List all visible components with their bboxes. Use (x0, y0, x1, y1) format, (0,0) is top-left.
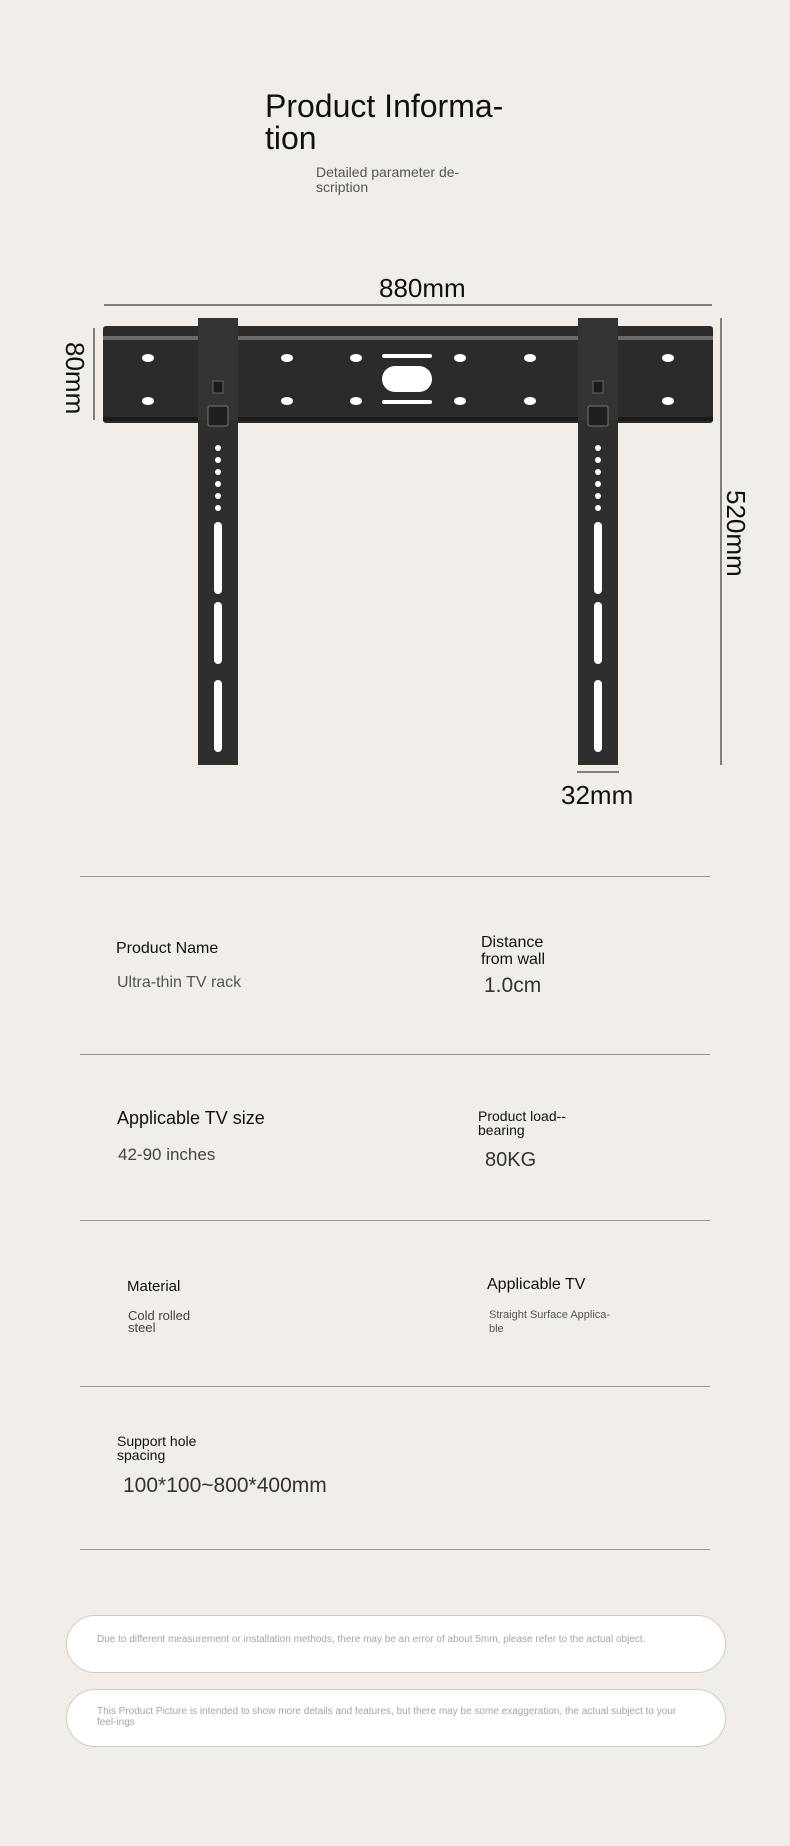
divider (80, 876, 710, 877)
tv-size-value: 42-90 inches (118, 1145, 216, 1164)
length-label: 520mm (721, 490, 751, 577)
load-bearing-value: 80KG (485, 1149, 537, 1171)
material-value: Cold rolled steel (128, 1308, 191, 1335)
disclaimer-text: This Product Picture is intended to show more details and features, but there may be some exaggeration, the actual subject to your feel-ings (97, 1706, 677, 1728)
material-label: Material (127, 1278, 181, 1295)
divider (80, 1220, 710, 1221)
page-subtitle: Detailed parameter de-scription (316, 164, 460, 195)
divider (80, 1386, 710, 1387)
distance-label: Distance from wall (481, 934, 546, 968)
hole-spacing-value: 100*100~800*400mm (123, 1474, 327, 1497)
applicable-tv-value: Straight Surface Applica-ble (489, 1309, 611, 1335)
product-name-label: Product Name (116, 940, 219, 957)
page-title: Product Informa-tion (265, 88, 504, 156)
applicable-tv-label: Applicable TV (487, 1276, 586, 1293)
disclaimer-note (66, 1615, 726, 1673)
right-arm (578, 318, 618, 765)
tv-size-label: Applicable TV size (117, 1108, 265, 1128)
bracket-diagram (0, 260, 790, 820)
disclaimer-note (66, 1689, 726, 1747)
left-arm (198, 318, 238, 765)
load-bearing-label: Product load--bearing (478, 1108, 566, 1138)
distance-value: 1.0cm (484, 974, 542, 997)
hole-spacing-label: Support hole spacing (117, 1433, 197, 1463)
arm-width-label: 32mm (561, 780, 634, 810)
divider (80, 1054, 710, 1055)
width-label: 880mm (379, 273, 466, 303)
divider (80, 1549, 710, 1550)
height-label: 80mm (60, 342, 90, 415)
product-name-value: Ultra-thin TV rack (117, 974, 242, 991)
disclaimer-text: Due to different measurement or installation methods, there may be an error of about 5mm, please refer to the actual object. (97, 1634, 646, 1645)
